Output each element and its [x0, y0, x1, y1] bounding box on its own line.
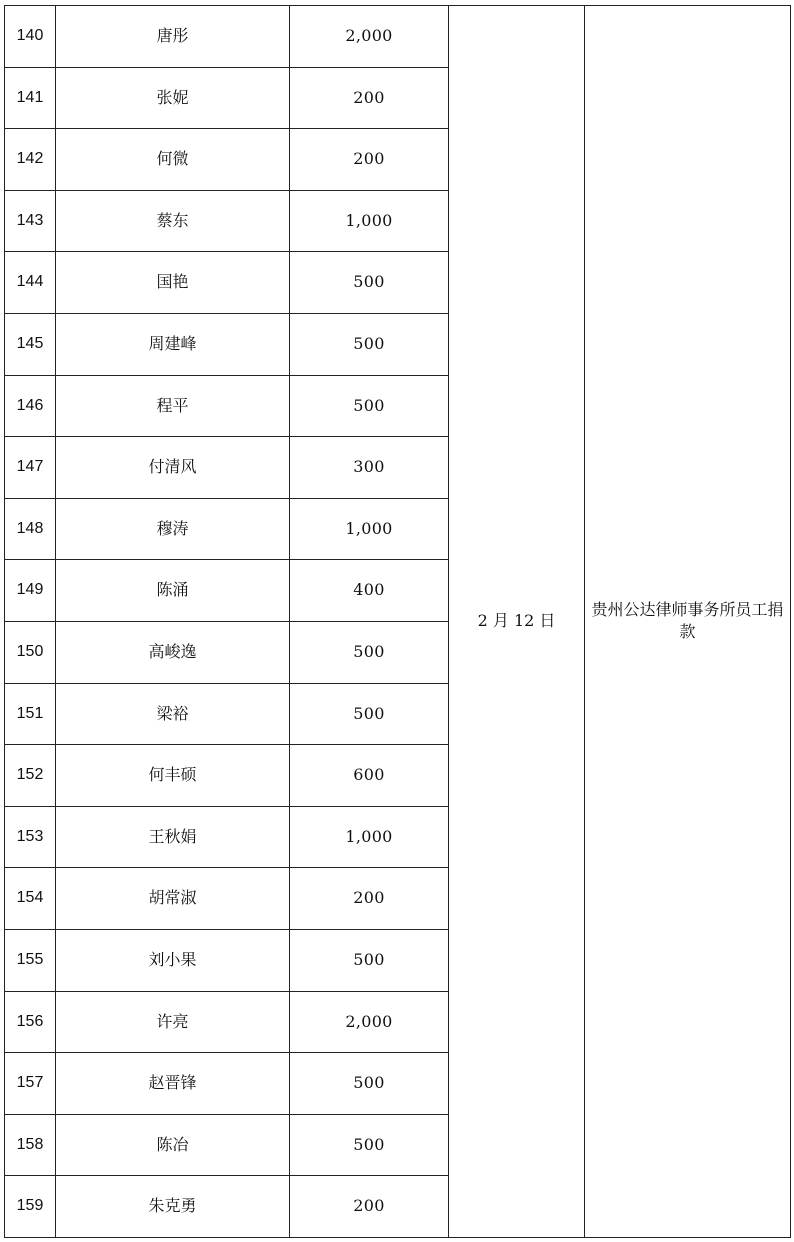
- row-number: 159: [5, 1176, 56, 1238]
- donor-name: 张妮: [56, 67, 290, 129]
- row-number: 143: [5, 190, 56, 252]
- donor-name: 胡常淑: [56, 868, 290, 930]
- donation-amount: 200: [290, 868, 449, 930]
- donation-amount: 2,000: [290, 991, 449, 1053]
- row-number: 144: [5, 252, 56, 314]
- donation-amount: 600: [290, 745, 449, 807]
- row-number: 158: [5, 1114, 56, 1176]
- donor-name: 高峻逸: [56, 621, 290, 683]
- donation-amount: 500: [290, 1114, 449, 1176]
- donation-amount: 300: [290, 437, 449, 499]
- row-number: 145: [5, 313, 56, 375]
- donor-name: 王秋娟: [56, 806, 290, 868]
- donation-amount: 500: [290, 929, 449, 991]
- donation-amount: 200: [290, 67, 449, 129]
- row-number: 148: [5, 498, 56, 560]
- row-number: 156: [5, 991, 56, 1053]
- donor-name: 蔡东: [56, 190, 290, 252]
- row-number: 150: [5, 621, 56, 683]
- donation-amount: 500: [290, 1053, 449, 1115]
- row-number: 157: [5, 1053, 56, 1115]
- donation-amount: 500: [290, 252, 449, 314]
- row-number: 149: [5, 560, 56, 622]
- donor-name: 程平: [56, 375, 290, 437]
- donation-amount: 500: [290, 313, 449, 375]
- donation-amount: 400: [290, 560, 449, 622]
- row-number: 151: [5, 683, 56, 745]
- donor-name: 朱克勇: [56, 1176, 290, 1238]
- donation-table: [4, 5, 791, 1238]
- donation-table-body: [5, 6, 791, 1238]
- donor-name: 唐彤: [56, 6, 290, 68]
- donor-name: 许亮: [56, 991, 290, 1053]
- donation-amount: 500: [290, 621, 449, 683]
- donation-amount: 200: [290, 129, 449, 191]
- donor-name: 何丰硕: [56, 745, 290, 807]
- row-number: 146: [5, 375, 56, 437]
- row-number: 140: [5, 6, 56, 68]
- donation-note: 贵州公达律师事务所员工捐款: [585, 6, 791, 1238]
- donor-name: 梁裕: [56, 683, 290, 745]
- donor-name: 陈冶: [56, 1114, 290, 1176]
- row-number: 142: [5, 129, 56, 191]
- donation-amount: 2,000: [290, 6, 449, 68]
- donor-name: 刘小果: [56, 929, 290, 991]
- row-number: 147: [5, 437, 56, 499]
- row-number: 141: [5, 67, 56, 129]
- donation-amount: 1,000: [290, 498, 449, 560]
- donation-amount: 500: [290, 375, 449, 437]
- donor-name: 赵晋锋: [56, 1053, 290, 1115]
- donor-name: 付清风: [56, 437, 290, 499]
- donor-name: 穆涛: [56, 498, 290, 560]
- row-number: 155: [5, 929, 56, 991]
- row-number: 154: [5, 868, 56, 930]
- table-row: [5, 6, 791, 68]
- row-number: 152: [5, 745, 56, 807]
- donation-amount: 1,000: [290, 806, 449, 868]
- donation-amount: 1,000: [290, 190, 449, 252]
- row-number: 153: [5, 806, 56, 868]
- donor-name: 陈涌: [56, 560, 290, 622]
- donor-name: 何微: [56, 129, 290, 191]
- donation-date: 2 月 12 日: [449, 6, 585, 1238]
- donation-amount: 500: [290, 683, 449, 745]
- donor-name: 国艳: [56, 252, 290, 314]
- donor-name: 周建峰: [56, 313, 290, 375]
- donation-amount: 200: [290, 1176, 449, 1238]
